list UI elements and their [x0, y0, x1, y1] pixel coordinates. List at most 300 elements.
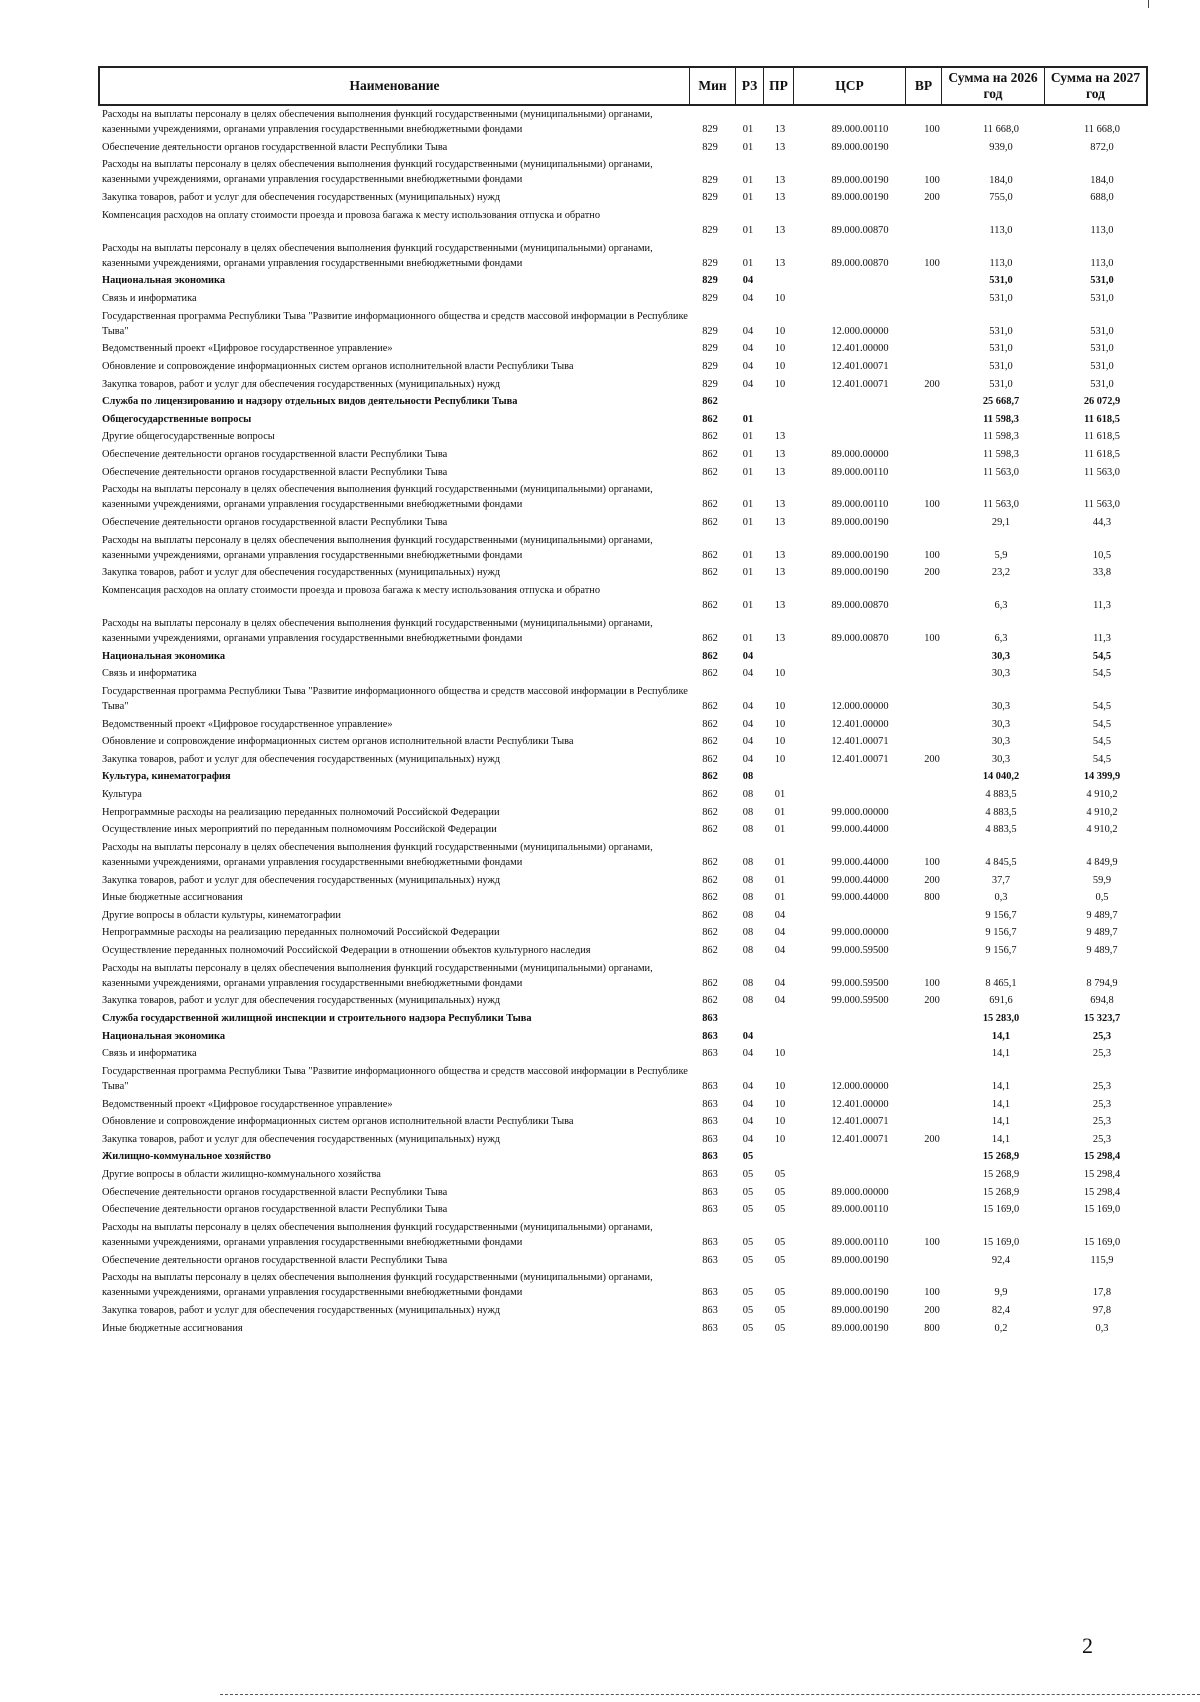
row-s27: 9 489,7 — [1086, 945, 1118, 956]
table-row — [0, 190, 1200, 205]
row-pr: 04 — [774, 977, 786, 989]
row-s27: 15 169,0 — [1083, 1236, 1121, 1248]
row-name: Закупка товаров, работ и услуг для обеспечения государственных (муниципальных) нужд — [102, 753, 501, 765]
row-pr: 04 — [774, 945, 786, 956]
row-s26: 15 268,9 — [982, 1186, 1020, 1198]
row-s26: 14,1 — [991, 1133, 1011, 1145]
row-min: 862 — [702, 995, 718, 1007]
row-pr: 13 — [774, 517, 786, 528]
row-vr: 100 — [924, 257, 940, 269]
row-s27: 531,0 — [1090, 343, 1114, 355]
table-row — [0, 666, 1200, 681]
row-name: Обновление и сопровождение информационных систем органов исполнительной власти Республики Тыва — [102, 1116, 574, 1128]
table-row — [0, 1149, 1200, 1164]
row-csr: 99.000.44000 — [831, 824, 889, 836]
page-number: 2 — [1082, 1633, 1093, 1658]
row-s27: 872,0 — [1090, 141, 1114, 153]
row-s26: 9,9 — [994, 1287, 1008, 1299]
row-pr: 10 — [774, 1080, 786, 1092]
row-pr: 05 — [774, 1322, 786, 1334]
row-s27: 25,3 — [1092, 1080, 1112, 1092]
row-min: 829 — [702, 257, 718, 269]
row-s27: 54,5 — [1092, 736, 1112, 748]
header-rz: РЗ — [736, 68, 764, 104]
row-pr: 13 — [774, 499, 786, 511]
row-s26: 14,1 — [991, 1080, 1011, 1092]
row-s27: 113,0 — [1090, 257, 1114, 269]
row-s26: 15 268,9 — [982, 1169, 1020, 1180]
table-row — [0, 684, 1200, 714]
row-csr: 89.000.00190 — [831, 1287, 889, 1299]
row-min: 829 — [702, 141, 718, 153]
row-rz: 08 — [742, 856, 754, 868]
table-row — [0, 482, 1200, 512]
row-csr: 12.401.00071 — [831, 378, 889, 390]
row-name: Иные бюджетные ассигнования — [102, 1322, 243, 1334]
row-s26: 14,1 — [991, 1030, 1011, 1042]
row-name: Расходы на выплаты персоналу в целях обеспечения выполнения функций государственными (муниципальными) органами, казенными учреждениями, органами управления государственными внебюджетными фондами — [102, 617, 653, 644]
row-pr: 01 — [774, 824, 786, 836]
row-name: Расходы на выплаты персоналу в целях обеспечения выполнения функций государственными (муниципальными) органами, казенными учреждениями, органами управления государственными внебюджетными фондами — [102, 242, 653, 269]
row-name: Закупка товаров, работ и услуг для обеспечения государственных (муниципальных) нужд — [102, 874, 501, 886]
row-pr: 04 — [774, 927, 786, 939]
table-row — [0, 140, 1200, 155]
row-rz: 04 — [742, 668, 754, 680]
table-row — [0, 890, 1200, 905]
row-s27: 11 668,0 — [1084, 124, 1120, 136]
row-vr: 200 — [924, 995, 940, 1007]
row-pr: 13 — [774, 449, 786, 460]
row-name: Национальная экономика — [102, 650, 226, 662]
row-s27: 184,0 — [1090, 174, 1114, 186]
row-name: Компенсация расходов на оплату стоимости проезда и провоза багажа к месту использования отпуска и обратно — [102, 585, 601, 596]
row-csr: 89.000.00110 — [831, 1236, 889, 1248]
row-csr: 12.000.00000 — [831, 325, 889, 337]
row-pr: 05 — [774, 1254, 786, 1266]
row-min: 862 — [702, 892, 718, 904]
row-pr: 10 — [774, 753, 786, 765]
row-name: Осуществление переданных полномочий Российской Федерации в отношении объектов культурного наследия — [102, 945, 591, 956]
row-name: Другие вопросы в области культуры, кинематографии — [102, 909, 341, 921]
row-name: Общегосударственные вопросы — [102, 413, 252, 425]
row-rz: 05 — [742, 1254, 754, 1266]
row-pr: 10 — [774, 1048, 786, 1060]
table-row — [0, 1185, 1200, 1200]
row-name: Государственная программа Республики Тыва "Развитие информационного общества и средств массовой информации в Республике Тыва" — [102, 310, 688, 337]
row-csr: 12.401.00000 — [831, 718, 889, 730]
row-s26: 531,0 — [989, 275, 1013, 287]
row-rz: 01 — [742, 600, 754, 612]
row-min: 862 — [702, 600, 718, 612]
row-name: Ведомственный проект «Цифровое государственное управление» — [102, 343, 393, 355]
row-name: Расходы на выплаты персоналу в целях обеспечения выполнения функций государственными (муниципальными) органами, казенными учреждениями, органами управления государственными внебюджетными фондами — [102, 159, 653, 186]
row-s26: 92,4 — [991, 1254, 1011, 1266]
row-vr: 800 — [924, 892, 940, 904]
row-csr: 12.401.00071 — [831, 361, 889, 372]
row-s27: 531,0 — [1090, 275, 1114, 287]
row-pr: 13 — [774, 567, 786, 579]
row-s26: 29,1 — [991, 517, 1011, 528]
row-rz: 01 — [742, 141, 754, 153]
row-csr: 12.401.00071 — [831, 753, 889, 765]
row-csr: 89.000.00870 — [831, 600, 889, 612]
row-rz: 05 — [742, 1322, 754, 1334]
row-min: 829 — [702, 174, 718, 186]
row-name: Связь и информатика — [102, 293, 197, 304]
row-csr: 89.000.00110 — [831, 124, 889, 136]
row-s27: 33,8 — [1092, 567, 1112, 579]
row-name: Компенсация расходов на оплату стоимости проезда и провоза багажа к месту использования отпуска и обратно — [102, 209, 601, 221]
row-vr: 100 — [924, 499, 940, 511]
row-s27: 26 072,9 — [1083, 396, 1121, 408]
table-row — [0, 583, 1200, 613]
row-s26: 30,3 — [991, 650, 1011, 662]
row-pr: 13 — [774, 549, 786, 561]
table-row — [0, 734, 1200, 749]
table-row — [0, 649, 1200, 664]
row-rz: 08 — [742, 995, 754, 1007]
row-rz: 05 — [742, 1305, 754, 1316]
row-vr: 100 — [924, 174, 940, 186]
header-sum-2026: Сумма на 2026 год — [942, 68, 1045, 104]
row-name: Закупка товаров, работ и услуг для обеспечения государственных (муниципальных) нужд — [102, 995, 501, 1007]
row-pr: 13 — [774, 431, 786, 443]
row-rz: 04 — [742, 1133, 754, 1145]
row-csr: 89.000.00110 — [831, 499, 889, 511]
table-row — [0, 359, 1200, 374]
row-name: Иные бюджетные ассигнования — [102, 892, 243, 904]
row-s27: 11 618,5 — [1084, 449, 1120, 460]
row-rz: 08 — [742, 789, 754, 800]
row-min: 862 — [702, 824, 718, 836]
row-rz: 04 — [742, 736, 754, 748]
row-min: 829 — [702, 378, 718, 390]
row-name: Закупка товаров, работ и услуг для обеспечения государственных (муниципальных) нужд — [102, 378, 501, 390]
row-rz: 08 — [742, 977, 754, 989]
row-s26: 30,3 — [991, 700, 1011, 712]
row-min: 862 — [702, 466, 718, 478]
row-vr: 200 — [924, 378, 940, 390]
row-rz: 04 — [742, 293, 754, 304]
row-csr: 89.000.00000 — [831, 1186, 889, 1198]
row-min: 862 — [702, 771, 718, 783]
row-s27: 15 323,7 — [1083, 1013, 1121, 1024]
row-rz: 08 — [742, 824, 754, 836]
row-min: 863 — [702, 1186, 718, 1198]
table-row — [0, 616, 1200, 646]
row-s27: 531,0 — [1090, 325, 1114, 337]
table-row — [0, 377, 1200, 392]
row-pr: 05 — [774, 1169, 786, 1180]
row-min: 862 — [702, 449, 718, 460]
row-s26: 755,0 — [989, 192, 1013, 204]
table-row — [0, 1046, 1200, 1061]
row-csr: 12.401.00071 — [831, 1133, 889, 1145]
row-rz: 01 — [742, 499, 754, 511]
row-min: 863 — [702, 1030, 718, 1042]
row-min: 862 — [702, 499, 718, 511]
row-name: Обновление и сопровождение информационных систем органов исполнительной власти Республики Тыва — [102, 736, 574, 748]
row-pr: 10 — [774, 293, 786, 304]
row-vr: 100 — [924, 977, 940, 989]
row-vr: 100 — [924, 124, 940, 136]
row-vr: 100 — [924, 632, 940, 644]
table-row — [0, 412, 1200, 427]
table-header — [98, 66, 1148, 106]
row-s26: 11 598,3 — [983, 413, 1019, 425]
row-min: 862 — [702, 517, 718, 528]
row-min: 862 — [702, 431, 718, 443]
row-name: Обеспечение деятельности органов государственной власти Республики Тыва — [102, 1186, 448, 1198]
row-min: 863 — [702, 1098, 718, 1110]
row-min: 862 — [702, 700, 718, 712]
row-s26: 4 845,5 — [985, 856, 1017, 868]
table-row — [0, 273, 1200, 288]
row-s26: 15 268,9 — [982, 1151, 1020, 1163]
table-row — [0, 993, 1200, 1008]
header-pr: ПР — [764, 68, 794, 104]
row-rz: 04 — [742, 325, 754, 337]
row-rz: 01 — [742, 174, 754, 186]
row-min: 863 — [702, 1254, 718, 1266]
row-min: 863 — [702, 1305, 718, 1316]
row-rz: 01 — [742, 192, 754, 204]
row-pr: 10 — [774, 1116, 786, 1128]
row-s26: 0,3 — [994, 892, 1008, 904]
row-name: Осуществление иных мероприятий по переданным полномочиям Российской Федерации — [102, 824, 497, 836]
row-vr: 200 — [924, 1305, 940, 1316]
row-s26: 30,3 — [991, 736, 1011, 748]
row-s27: 25,3 — [1092, 1133, 1112, 1145]
table-row — [0, 822, 1200, 837]
row-min: 829 — [702, 275, 718, 287]
row-name: Обеспечение деятельности органов государственной власти Республики Тыва — [102, 517, 448, 528]
row-s27: 0,5 — [1095, 892, 1109, 904]
row-pr: 13 — [774, 124, 786, 136]
row-name: Служба по лицензированию и надзору отдельных видов деятельности Республики Тыва — [102, 396, 518, 408]
row-s27: 4 849,9 — [1086, 856, 1118, 868]
row-name: Национальная экономика — [102, 1030, 226, 1042]
row-name: Другие общегосударственные вопросы — [102, 431, 275, 443]
row-min: 829 — [702, 124, 718, 136]
row-s27: 694,8 — [1090, 995, 1114, 1007]
row-name: Связь и информатика — [102, 668, 197, 680]
row-rz: 04 — [742, 343, 754, 355]
row-s27: 9 489,7 — [1086, 927, 1118, 939]
row-s26: 14 040,2 — [982, 771, 1020, 783]
row-s27: 115,9 — [1090, 1254, 1114, 1266]
row-s26: 11 563,0 — [983, 499, 1019, 511]
row-rz: 04 — [742, 700, 754, 712]
row-min: 829 — [702, 293, 718, 304]
table-row — [0, 925, 1200, 940]
row-min: 862 — [702, 549, 718, 561]
row-pr: 10 — [774, 378, 786, 390]
row-pr: 10 — [774, 343, 786, 355]
row-s26: 25 668,7 — [982, 396, 1020, 408]
row-csr: 12.401.00000 — [831, 343, 889, 355]
row-name: Закупка товаров, работ и услуг для обеспечения государственных (муниципальных) нужд — [102, 567, 501, 579]
row-min: 863 — [702, 1116, 718, 1128]
table-row — [0, 447, 1200, 462]
header-min: Мин — [690, 68, 736, 104]
table-row — [0, 291, 1200, 306]
row-min: 862 — [702, 874, 718, 886]
row-s27: 15 298,4 — [1083, 1169, 1121, 1180]
row-min: 863 — [702, 1204, 718, 1216]
row-name: Обновление и сопровождение информационных систем органов исполнительной власти Республики Тыва — [102, 361, 574, 372]
row-s27: 59,9 — [1092, 874, 1112, 886]
row-s27: 11 618,5 — [1084, 413, 1120, 425]
row-s27: 4 910,2 — [1086, 824, 1118, 836]
row-min: 863 — [702, 1080, 718, 1092]
row-s26: 30,3 — [991, 668, 1011, 680]
row-name: Обеспечение деятельности органов государственной власти Республики Тыва — [102, 1254, 448, 1266]
row-rz: 01 — [742, 431, 754, 443]
row-csr: 99.000.59500 — [831, 977, 889, 989]
row-s27: 17,8 — [1092, 1287, 1112, 1299]
row-rz: 08 — [742, 892, 754, 904]
row-s26: 15 169,0 — [982, 1236, 1020, 1248]
row-pr: 10 — [774, 668, 786, 680]
row-rz: 01 — [742, 517, 754, 528]
row-name: Жилищно-коммунальное хозяйство — [102, 1151, 271, 1163]
row-name: Культура, кинематография — [102, 771, 231, 783]
row-rz: 01 — [742, 632, 754, 644]
row-csr: 89.000.00110 — [831, 466, 889, 478]
row-rz: 08 — [742, 909, 754, 921]
table-row — [0, 717, 1200, 732]
row-csr: 12.000.00000 — [831, 1080, 889, 1092]
row-vr: 200 — [924, 753, 940, 765]
row-s27: 15 169,0 — [1083, 1204, 1121, 1216]
row-rz: 01 — [742, 567, 754, 579]
row-rz: 05 — [742, 1151, 754, 1163]
row-csr: 89.000.00190 — [831, 517, 889, 528]
row-rz: 08 — [742, 945, 754, 956]
row-rz: 04 — [742, 361, 754, 372]
table-row — [0, 873, 1200, 888]
row-s26: 9 156,7 — [985, 927, 1017, 939]
row-name: Культура — [102, 789, 142, 800]
bottom-dashed-line — [220, 1694, 1200, 1695]
row-csr: 99.000.44000 — [831, 856, 889, 868]
row-s27: 11 563,0 — [1084, 466, 1120, 478]
row-s26: 14,1 — [991, 1116, 1011, 1128]
row-s26: 6,3 — [994, 632, 1008, 644]
row-s26: 11 598,3 — [983, 431, 1019, 443]
row-rz: 04 — [742, 378, 754, 390]
row-name: Национальная экономика — [102, 275, 226, 287]
header-csr: ЦСР — [794, 68, 906, 104]
table-row — [0, 157, 1200, 187]
row-min: 862 — [702, 945, 718, 956]
table-row — [0, 1220, 1200, 1250]
table-row — [0, 465, 1200, 480]
row-pr: 10 — [774, 361, 786, 372]
row-min: 829 — [702, 361, 718, 372]
row-rz: 05 — [742, 1287, 754, 1299]
row-rz: 08 — [742, 806, 754, 818]
row-s26: 30,3 — [991, 718, 1011, 730]
corner-mark — [1148, 0, 1149, 8]
row-pr: 10 — [774, 718, 786, 730]
row-rz: 04 — [742, 1048, 754, 1060]
row-csr: 12.401.00071 — [831, 1116, 889, 1128]
row-s26: 0,2 — [994, 1322, 1008, 1334]
row-rz: 04 — [742, 1030, 754, 1042]
row-pr: 13 — [774, 466, 786, 478]
row-name: Связь и информатика — [102, 1048, 197, 1060]
table-row — [0, 341, 1200, 356]
row-s26: 11 563,0 — [983, 466, 1019, 478]
row-s27: 14 399,9 — [1083, 771, 1121, 783]
row-name: Расходы на выплаты персоналу в целях обеспечения выполнения функций государственными (муниципальными) органами, казенными учреждениями, органами управления государственными внебюджетными фондами — [102, 534, 653, 561]
row-min: 862 — [702, 753, 718, 765]
row-name: Закупка товаров, работ и услуг для обеспечения государственных (муниципальных) нужд — [102, 1305, 501, 1316]
row-s27: 97,8 — [1092, 1305, 1112, 1316]
row-name: Государственная программа Республики Тыва "Развитие информационного общества и средств массовой информации в Республике Тыва" — [102, 685, 688, 712]
row-min: 862 — [702, 736, 718, 748]
row-pr: 13 — [774, 192, 786, 204]
row-rz: 01 — [742, 449, 754, 460]
row-csr: 99.000.59500 — [831, 945, 889, 956]
row-name: Обеспечение деятельности органов государственной власти Республики Тыва — [102, 1204, 448, 1216]
row-s27: 0,3 — [1095, 1322, 1109, 1334]
row-min: 829 — [702, 192, 718, 204]
row-name: Расходы на выплаты персоналу в целях обеспечения выполнения функций государственными (муниципальными) органами, казенными учреждениями, органами управления государственными внебюджетными фондами — [102, 109, 653, 135]
row-pr: 13 — [774, 600, 786, 612]
table-row — [0, 1202, 1200, 1217]
row-pr: 13 — [774, 141, 786, 153]
row-name: Расходы на выплаты персоналу в целях обеспечения выполнения функций государственными (муниципальными) органами, казенными учреждениями, органами управления государственными внебюджетными фондами — [102, 841, 653, 868]
row-s27: 531,0 — [1090, 378, 1114, 390]
table-row — [0, 943, 1200, 958]
row-name: Обеспечение деятельности органов государственной власти Республики Тыва — [102, 141, 448, 153]
row-pr: 05 — [774, 1287, 786, 1299]
row-pr: 10 — [774, 736, 786, 748]
row-rz: 08 — [742, 874, 754, 886]
row-csr: 12.000.00000 — [831, 700, 889, 712]
row-min: 862 — [702, 856, 718, 868]
row-s27: 11,3 — [1093, 600, 1111, 612]
row-min: 862 — [702, 632, 718, 644]
row-name: Закупка товаров, работ и услуг для обеспечения государственных (муниципальных) нужд — [102, 192, 501, 204]
row-s27: 25,3 — [1092, 1048, 1112, 1060]
row-min: 863 — [702, 1236, 718, 1248]
row-csr: 99.000.00000 — [831, 927, 889, 939]
row-s26: 5,9 — [994, 549, 1008, 561]
row-pr: 05 — [774, 1236, 786, 1248]
row-vr: 200 — [924, 1133, 940, 1145]
row-pr: 10 — [774, 1133, 786, 1145]
row-s26: 8 465,1 — [985, 977, 1017, 989]
row-csr: 89.000.00870 — [831, 257, 889, 269]
row-s27: 15 298,4 — [1083, 1186, 1121, 1198]
row-s27: 4 910,2 — [1086, 789, 1118, 800]
table-row — [0, 394, 1200, 409]
row-pr: 01 — [774, 789, 786, 800]
row-min: 863 — [702, 1287, 718, 1299]
row-csr: 99.000.44000 — [831, 874, 889, 886]
row-s27: 8 794,9 — [1086, 977, 1118, 989]
row-pr: 04 — [774, 995, 786, 1007]
row-rz: 05 — [742, 1236, 754, 1248]
row-s26: 4 883,5 — [985, 789, 1017, 800]
row-min: 862 — [702, 650, 718, 662]
row-s26: 11 598,3 — [983, 449, 1019, 460]
row-s27: 25,3 — [1092, 1098, 1112, 1110]
